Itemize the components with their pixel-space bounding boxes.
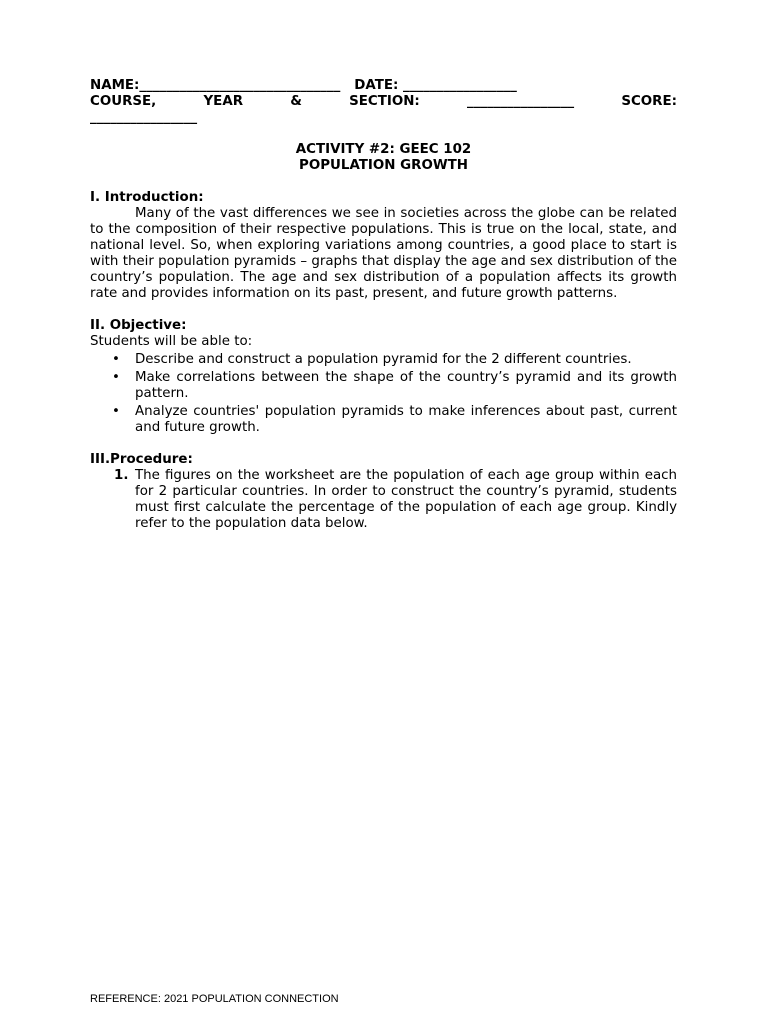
objective-item-text: Make correlations between the shape of the country’s pyramid and its growth pattern. (135, 370, 677, 401)
procedure-list (90, 468, 677, 532)
step-number: 1. (114, 468, 129, 483)
objective-list (90, 352, 677, 436)
name-date-line (90, 78, 677, 94)
course-word: COURSE, (90, 94, 157, 109)
footer-reference: REFERENCE: 2021 POPULATION CONNECTION (90, 993, 339, 1005)
date-label: DATE: (354, 78, 399, 93)
list-item (90, 370, 677, 402)
score-blank: ________________ (90, 110, 198, 125)
list-item (90, 404, 677, 436)
activity-title: ACTIVITY #2: GEEC 102 (295, 142, 472, 157)
course-section-score-line (90, 94, 677, 110)
score-label: SCORE: (621, 94, 677, 109)
amp-word: & (290, 94, 302, 109)
step-text: The figures on the worksheet are the population of each age group within each for 2 particular countries. In order to construct the country’s pyramid, students must first calculate the percentage of the population of each age group. Kindly refer to the population data below. (135, 468, 677, 531)
document-page (90, 78, 677, 532)
bullet-icon: • (112, 352, 120, 367)
name-label: NAME: (90, 78, 140, 93)
name-blank: ______________________________ (139, 78, 341, 93)
bullet-icon: • (112, 370, 120, 385)
date-blank: _________________ (403, 78, 517, 93)
objective-item-text: Analyze countries' population pyramids to make inferences about past, current and future growth. (135, 404, 677, 435)
introduction-heading: I. Introduction: (90, 190, 204, 205)
introduction-text: Many of the vast differences we see in societies across the globe can be related to the composition of their respective populations. This is true on the local, state, and national level. So, when exploring variations among countries, a good place to start is with their population pyramids – graphs that display the age and sex distribution of the country’s population. The age and sex distribution of a population affects its growth rate and provides information on its past, present, and future growth patterns. (90, 206, 677, 301)
objective-heading: II. Objective: (90, 318, 187, 333)
section-blank: ________________ (467, 94, 575, 109)
activity-subtitle: POPULATION GROWTH (299, 158, 468, 173)
objective-lead: Students will be able to: (90, 334, 253, 349)
year-word: YEAR (203, 94, 244, 109)
list-item (90, 352, 677, 368)
section-label: SECTION: (349, 94, 420, 109)
bullet-icon: • (112, 404, 120, 419)
list-item (90, 468, 677, 532)
procedure-heading: III.Procedure: (90, 452, 193, 467)
objective-item-text: Describe and construct a population pyramid for the 2 different countries. (135, 352, 632, 367)
